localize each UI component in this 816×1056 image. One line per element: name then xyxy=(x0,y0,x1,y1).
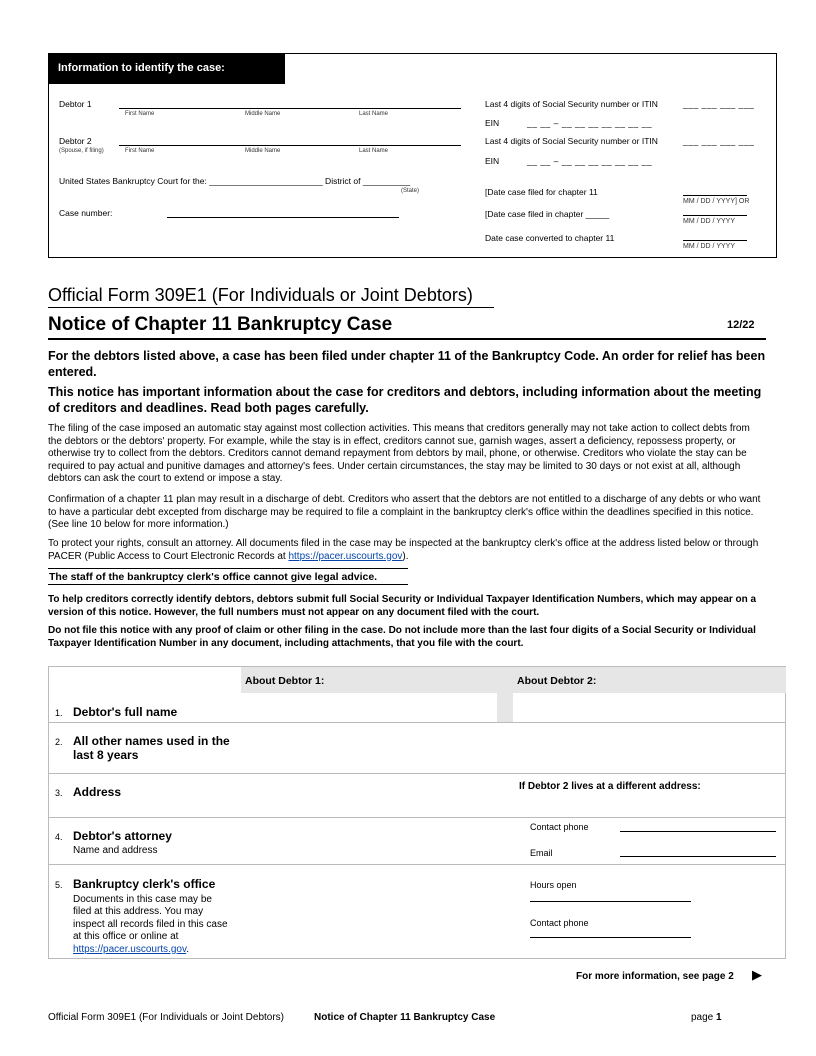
footer-page-label: page xyxy=(691,1012,714,1023)
row5-sublabel-end: . xyxy=(186,943,189,955)
date-filed-chapter-label: [Date case filed in chapter _____ xyxy=(485,209,610,219)
attorney-email-line[interactable] xyxy=(620,856,776,857)
about-debtor2-header: About Debtor 2: xyxy=(513,667,786,693)
state-caption: (State) xyxy=(401,188,420,194)
row-divider xyxy=(49,864,785,865)
date-converted-label: Date case converted to chapter 11 xyxy=(485,233,615,243)
date-format-or: MM / DD / YYYY] OR xyxy=(683,198,750,205)
row-divider xyxy=(49,722,785,723)
row4-number: 4. xyxy=(55,832,63,842)
clerk-hours-label: Hours open xyxy=(530,880,577,890)
case-info-box xyxy=(48,53,777,258)
row2-label: All other names used in the last 8 years xyxy=(73,734,230,762)
debtor1-name-line[interactable] xyxy=(119,108,461,109)
row4-sublabel: Name and address xyxy=(73,845,158,856)
clerk-hours-line[interactable] xyxy=(530,901,691,902)
debtor2-ssn-label: Last 4 digits of Social Security number or ITIN xyxy=(485,136,658,146)
debtor2-middle-name-caption: Middle Name xyxy=(245,148,281,154)
case-number-label: Case number: xyxy=(59,208,113,218)
footer-page-number xyxy=(691,1012,722,1023)
debtor2-ein-blanks[interactable]: __ __ – __ __ __ __ __ __ __ xyxy=(527,156,653,166)
debtor2-first-name-caption: First Name xyxy=(125,148,155,154)
case-number-line[interactable] xyxy=(167,217,399,218)
debtor-info-table xyxy=(48,666,786,959)
row5-number: 5. xyxy=(55,880,63,890)
table-gutter xyxy=(497,667,513,723)
debtor2-ein-label: EIN xyxy=(485,156,500,166)
debtor1-label: Debtor 1 xyxy=(59,99,92,109)
about-debtor1-header: About Debtor 1: xyxy=(241,667,497,693)
do-not-file-paragraph: Do not file this notice with any proof of claim or other filing in the case. Do not include more than the last four digits of a Social Security or Individual Taxpayer Identification Number in any document, including attachments, that you file with the court. xyxy=(48,625,756,649)
date-filed-chapter-line[interactable] xyxy=(683,215,747,216)
footer-page-num: 1 xyxy=(716,1012,722,1023)
title-thick-divider xyxy=(48,338,766,340)
ssn-notice-paragraph: To help creditors correctly identify debtors, debtors submit full Social Security or Individual Taxpayer Identification Numbers, which may appear on a version of this notice. However, the full numbers must not appear on any document filed with the court. xyxy=(48,594,757,618)
arrow-right-icon: ▶ xyxy=(752,967,762,982)
clerk-pacer-link[interactable]: https://pacer.uscourts.gov xyxy=(73,943,187,955)
debtor2-different-address-label: If Debtor 2 lives at a different address: xyxy=(519,781,701,792)
form-title: Official Form 309E1 (For Individuals or Joint Debtors) xyxy=(48,285,473,305)
discharge-paragraph: Confirmation of a chapter 11 plan may result in a discharge of debt. Creditors who assert that the debtors are not entitled to a discharge of any debts or who want to have a particular debt excepted from discharge may be required to file a complaint in the bankruptcy clerk's office within the deadlines specified in this notice. (See line 10 below for more information.) xyxy=(48,494,761,531)
row5-label: Bankruptcy clerk's office xyxy=(73,877,216,891)
debtor1-ssn-label: Last 4 digits of Social Security number or ITIN xyxy=(485,99,658,109)
date-converted-line[interactable] xyxy=(683,240,747,241)
row1-label: Debtor's full name xyxy=(73,705,178,719)
debtor2-label: Debtor 2 xyxy=(59,136,92,146)
debtor2-spouse-caption: (Spouse, if filing) xyxy=(59,148,104,154)
case-info-header: Information to identify the case: xyxy=(49,54,285,84)
debtor2-last-name-caption: Last Name xyxy=(359,148,389,154)
date-format-3: MM / DD / YYYY xyxy=(683,243,735,250)
protect-rights-text: To protect your rights, consult an attorney. All documents filed in the case may be inspected at the bankruptcy clerk's office at the address listed below or through PACER (Public Access to Court Electronic Records at xyxy=(48,538,759,562)
attorney-contact-phone-label: Contact phone xyxy=(530,822,589,832)
footer-notice-title: Notice of Chapter 11 Bankruptcy Case xyxy=(314,1012,496,1023)
clerk-contact-phone-line[interactable] xyxy=(530,937,691,938)
intro-important-info: This notice has important information about the case for creditors and debtors, including information about the meeting of creditors and deadlines. Read both pages carefully. xyxy=(48,385,762,415)
form-version-date: 12/22 xyxy=(727,319,755,331)
debtor2-ssn-blanks[interactable]: ___ ___ ___ ___ xyxy=(683,136,755,146)
footer-form-name: Official Form 309E1 (For Individuals or Joint Debtors) xyxy=(48,1012,285,1023)
row-divider xyxy=(49,773,785,774)
debtor2-name-line[interactable] xyxy=(119,145,461,146)
debtor1-ein-label: EIN xyxy=(485,118,500,128)
date-filed-ch11-line[interactable] xyxy=(683,195,747,196)
court-district-label: United States Bankruptcy Court for the: ________________________ District of __________ xyxy=(59,176,411,186)
debtor1-ssn-blanks[interactable]: ___ ___ ___ ___ xyxy=(683,99,755,109)
row2-number: 2. xyxy=(55,737,63,747)
more-info-note: For more information, see page 2 xyxy=(576,971,734,982)
row1-number: 1. xyxy=(55,708,63,718)
protect-rights-end: ). xyxy=(402,550,409,562)
row4-label: Debtor's attorney xyxy=(73,829,172,843)
notice-title: Notice of Chapter 11 Bankruptcy Case xyxy=(48,314,393,335)
debtor1-last-name-caption: Last Name xyxy=(359,111,389,117)
debtor1-middle-name-caption: Middle Name xyxy=(245,111,281,117)
row3-number: 3. xyxy=(55,788,63,798)
pacer-link[interactable]: https://pacer.uscourts.gov xyxy=(288,550,403,562)
attorney-email-label: Email xyxy=(530,848,553,858)
row-divider xyxy=(49,817,785,818)
row3-label: Address xyxy=(73,785,122,799)
automatic-stay-paragraph: The filing of the case imposed an automatic stay against most collection activities. This means that creditors generally may not take action to collect debts from the debtors or the debtors' property. For example, while the stay is in effect, creditors cannot sue, garnish wages, assert a deficiency, repossess property, or otherwise try to collect from the debtors. Creditors cannot demand repayment from debtors by mail, phone, or otherwise. Creditors who violate the stay can be required to pay actual and punitive damages and attorney's fees. Under certain circumstances, the stay may be limited to 30 days or not exist at all, although debtors can ask the court to extend or impose a stay. xyxy=(48,423,750,485)
protect-rights-paragraph xyxy=(48,538,766,563)
attorney-contact-phone-line[interactable] xyxy=(620,831,776,832)
debtor1-ein-blanks[interactable]: __ __ – __ __ __ __ __ __ __ xyxy=(527,118,653,128)
title-divider xyxy=(48,307,494,308)
date-filed-ch11-label: [Date case filed for chapter 11 xyxy=(485,187,598,197)
staff-legal-advice-notice: The staff of the bankruptcy clerk's office cannot give legal advice. xyxy=(48,568,408,585)
row5-sublabel xyxy=(73,894,233,956)
date-format-2: MM / DD / YYYY xyxy=(683,218,735,225)
debtor1-first-name-caption: First Name xyxy=(125,111,155,117)
clerk-contact-phone-label: Contact phone xyxy=(530,918,589,928)
intro-case-filed: For the debtors listed above, a case has been filed under chapter 11 of the Bankruptcy Code. An order for relief has been entered. xyxy=(48,349,766,379)
row5-sublabel-text: Documents in this case may be filed at this address. You may inspect all records filed in this case at this office or online at xyxy=(73,894,228,943)
